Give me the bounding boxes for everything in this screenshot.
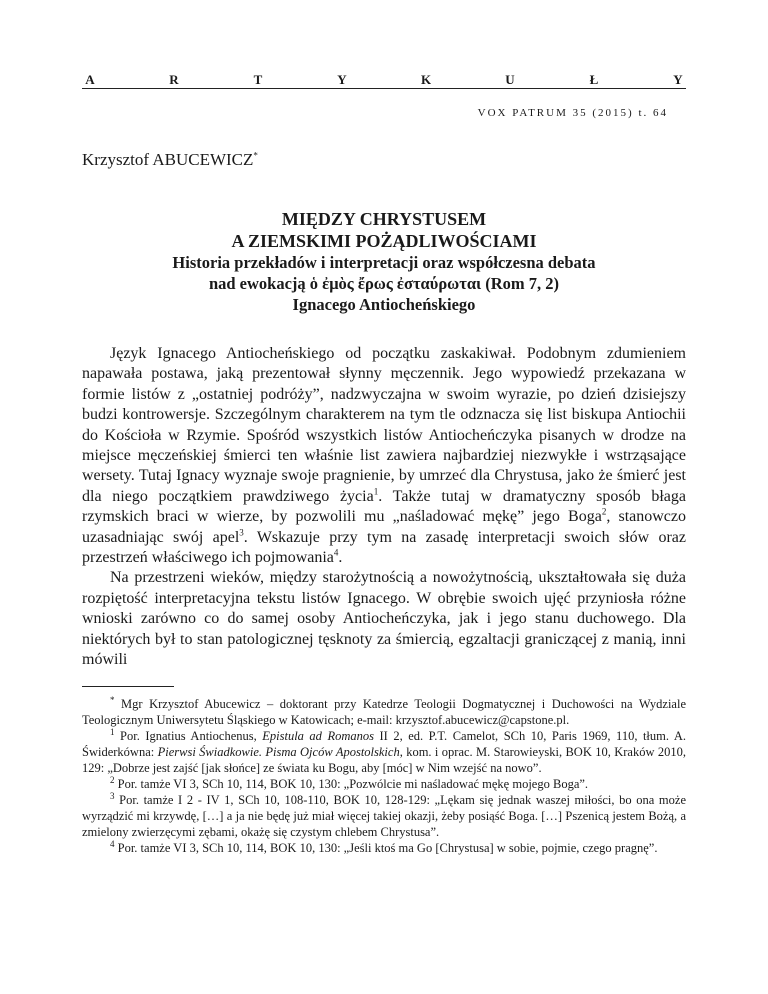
subtitle-line-1: Historia przekładów i interpretacji oraz współczesna debata: [172, 253, 596, 272]
section-letter: T: [253, 72, 263, 87]
footnote-mark: 2: [110, 774, 115, 785]
title-line-1: MIĘDZY CHRYSTUSEM: [281, 209, 487, 229]
author-text: Krzysztof ABUCEWICZ: [82, 150, 254, 169]
section-letter: Y: [337, 72, 347, 87]
footnote-mark: 4: [110, 838, 115, 849]
footnote-ref[interactable]: 3: [239, 527, 244, 538]
footnote-divider: [82, 686, 174, 687]
section-header: [84, 72, 684, 88]
text-run: Język Ignacego Antiocheńskiego od początku zaskakiwał. Podobnym zdumieniem napawała postawa, jaką prezentował słynny męczennik. Jego wypowiedź przekazana w formie listów z „ostatniej podróży”, nadzwyczajna w swoim wyrazie, po dzień dzisiejszy budzi kontrowersje. Szczególnym charakterem na tym tle odznacza się list biskupa Antiochii do Kościoła w Rzymie. Spośród wszystkich listów Antiocheńczyka pisanych w drodze na miejsce męczeńskiej śmierci ten właśnie list zawiera najbardziej niezwykłe i wstrząsające wersety. Tutaj Ignacy wyznaje swoje pragnienie, by umrzeć dla Chrystusa, jako że śmierć jest dla niego początkiem prawdziwego życia: [82, 345, 686, 505]
section-letter: Ł: [589, 72, 599, 87]
paragraph-2: Na przestrzeni wieków, między starożytnością a nowożytnością, ukształtowała się duża rozpiętość interpretacyjna tekstu listów Ignacego. W obrębie swoich ujęć przyniosła różne wnioski zarówno co do samej osoby Antiocheńczyka, jak i jego stanu duchowego. Dla niektórych był to stan patologicznej tęsknoty za śmiercią, egzaltacji graniczącej z manią, inni mówili: [82, 569, 686, 669]
footnote-text: Por. tamże VI 3, SCh 10, 114, BOK 10, 130: „Pozwólcie mi naśladować mękę mojego Boga”.: [117, 777, 589, 791]
section-letter: K: [420, 72, 432, 87]
footnote-mark: *: [110, 694, 115, 705]
footnote-2: [82, 776, 686, 792]
footnote-ref[interactable]: 2: [601, 506, 607, 517]
author-footnote-mark[interactable]: *: [253, 150, 258, 161]
section-letter: Y: [673, 72, 683, 87]
journal-reference: VOX PATRUM 35 (2015) t. 64: [477, 107, 668, 119]
title-line-2: A ZIEMSKIMI POŻĄDLIWOŚCIAMI: [231, 231, 537, 251]
footnote-text: , kom. i oprac. M. Starowieyski, BOK 10, Kraków 2010, 129: „Dobrze jest zajść [jak słońce] ze świata ku Bogu, aby [móc] w Nim wzejść na nowo”.: [82, 745, 686, 775]
footnote-text: Por. tamże I 2 - IV 1, SCh 10, 108-110, BOK 10, 128-129: „Lękam się jednak waszej miłości, bo ona może wyrządzić mi krzywdę, […] a ja nie będę już miał więcej takiej okazji, żeby posiąść Boga. […] Pszenicą jestem Bożą, a zmielony zwierzęcymi zębami, okażę się czystym chlebem Chrystusa”.: [82, 793, 686, 839]
footnotes: [82, 696, 686, 856]
footnote-mark: 3: [110, 790, 115, 801]
article-body: [82, 344, 686, 671]
footnote-ref[interactable]: 1: [373, 486, 379, 497]
author-name: [82, 150, 258, 170]
text-run: . Wskazuje przy tym na zasadę interpretacji swoich słów oraz przestrzeń właściwego ich pojmowania: [82, 528, 687, 567]
header-divider: [82, 88, 686, 89]
section-letter: A: [85, 72, 95, 87]
footnote-text: Mgr Krzysztof Abucewicz – doktorant przy Katedrze Teologii Dogmatycznej i Duchowości na Wydziale Teologicznym Uniwersytetu Śląskiego w Katowicach; e-mail: krzysztof.abucewicz@capstone.pl.: [82, 697, 686, 727]
text-run: .: [338, 549, 343, 567]
paragraph-1: [82, 344, 686, 568]
subtitle-line-3: Ignacego Antiocheńskiego: [292, 295, 476, 314]
footnote-text: Por. Ignatius Antiochenus,: [120, 729, 263, 743]
footnote-ref[interactable]: 4: [333, 547, 339, 558]
article-title: [82, 208, 686, 315]
footnote-text: II 2, ed. P.T. Camelot, SCh 10, Paris 1969, 110, tłum. A. Świderkówna:: [82, 729, 686, 759]
section-letter: U: [505, 72, 515, 87]
footnote-1: [82, 728, 686, 776]
footnote-4: [82, 840, 686, 856]
section-letter: R: [169, 72, 179, 87]
footnote-3: [82, 792, 686, 840]
footnote-author: [82, 696, 686, 728]
footnote-text: Por. tamże VI 3, SCh 10, 114, BOK 10, 130: „Jeśli ktoś ma Go [Chrystusa] w sobie, pojmie, czego pragnę”.: [117, 841, 658, 855]
footnote-mark: 1: [110, 726, 115, 737]
footnote-italic: Pierwsi Świadkowie. Pisma Ojców Apostolskich: [157, 745, 400, 759]
text-run: , stanowczo uzasadniając swój apel: [82, 508, 687, 546]
subtitle-line-2: nad ewokacją ὁ ἐμὸς ἔρως ἐσταύρωται (Rom 7, 2): [208, 274, 560, 293]
footnote-italic: Epistula ad Romanos: [262, 729, 374, 743]
text-run: . Także tutaj w dramatyczny sposób błaga rzymskich braci w wierze, by pozwolili mu „naśladować mękę” jego Boga: [82, 487, 687, 526]
